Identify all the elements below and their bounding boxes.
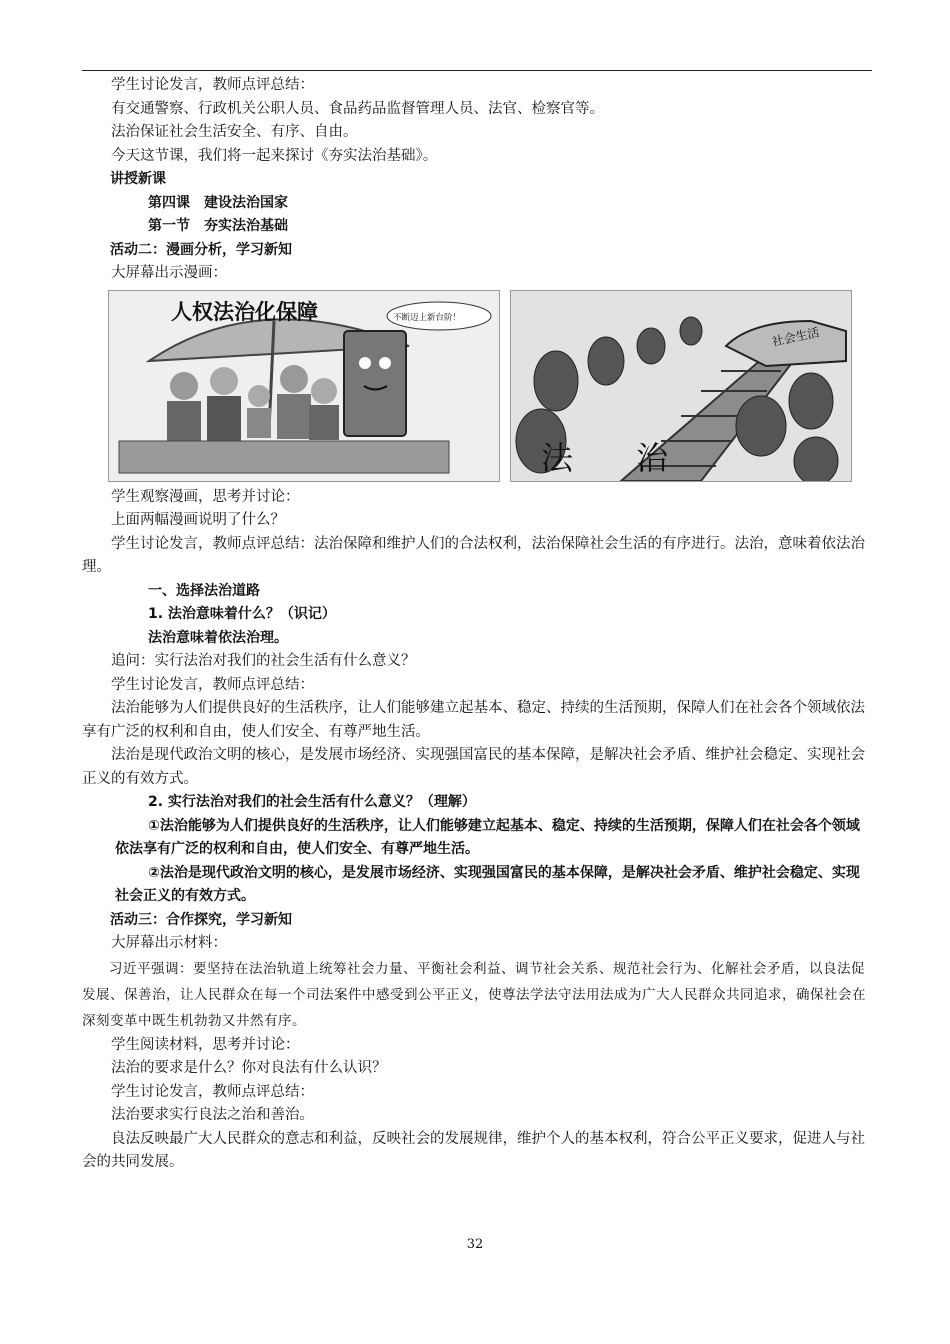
paragraph: 有交通警察、行政机关公职人员、食品药品监督管理人员、法官、检察官等。: [111, 100, 604, 117]
paragraph: 学生讨论发言，教师点评总结：法治保障和维护人们的合法权利，法治保障社会生活的有序进行。法治，意味着依法治理。: [82, 535, 865, 575]
paragraph: 学生讨论发言，教师点评总结：: [111, 676, 314, 693]
train-label: 社会生活: [770, 324, 821, 349]
paragraph: 大屏幕出示漫画：: [111, 265, 227, 281]
paragraph: 良法反映最广大人民群众的意志和利益，反映社会的发展规律，维护个人的基本权利，符合公平正义要求，促进人与社会的共同发展。: [82, 1130, 865, 1170]
page-number: 32: [466, 1237, 484, 1252]
activity-heading: 活动二：漫画分析，学习新知: [110, 241, 292, 258]
header-rule: [82, 70, 872, 71]
paragraph: 大屏幕出示材料：: [111, 935, 227, 951]
track-label-zhi: 治: [636, 438, 669, 477]
paragraph: 学生观察漫画，思考并讨论：: [111, 488, 300, 505]
answer-bold: 法治意味着依法治理。: [148, 629, 288, 646]
page-body: [82, 74, 872, 1175]
quote-material: 习近平强调：要坚持在法治轨道上统筹社会力量、平衡社会利益、调节社会关系、规范社会行为、化解社会矛盾，以良法促发展、保善治，让人民群众在每一个司法案件中感受到公平正义，使尊法学法守法用法成为广大人民群众共同追求，确保社会在深刻变革中既生机勃勃又井然有序。: [82, 960, 866, 1029]
subsection-heading: 一、选择法治道路: [148, 582, 260, 599]
paragraph: 学生阅读材料，思考并讨论：: [111, 1036, 300, 1053]
paragraph: 追问：实行法治对我们的社会生活有什么意义？: [111, 653, 416, 669]
lesson-title: 第四课 建设法治国家: [148, 194, 288, 211]
activity-heading: 活动三：合作探究，学习新知: [110, 911, 292, 928]
paragraph: 学生讨论发言，教师点评总结：: [111, 77, 314, 93]
question-heading: 1. 法治意味着什么？（识记）: [148, 606, 336, 622]
law-book-icon: [344, 331, 406, 436]
paragraph: 法治是现代政治文明的核心，是发展市场经济、实现强国富民的基本保障，是解决社会矛盾、维护社会稳定、实现社会正义的有效方式。: [82, 747, 865, 787]
section-title: 第一节 夯实法治基础: [148, 218, 288, 234]
cartoon-figure: [108, 290, 872, 482]
cartoon-caption: 人权法治化保障: [171, 299, 318, 324]
question-heading: 2. 实行法治对我们的社会生活有什么意义？（理解）: [148, 794, 476, 810]
paragraph: 学生讨论发言，教师点评总结：: [111, 1083, 314, 1100]
paragraph: 法治能够为人们提供良好的生活秩序，让人们能够建立起基本、稳定、持续的生活预期，保障人们在社会各个领域依法享有广泛的权利和自由，使人们安全、有尊严地生活。: [82, 700, 865, 740]
paragraph: 法治的要求是什么？你对良法有什么认识？: [111, 1060, 387, 1076]
rule-of-law-train-cartoon: [511, 291, 851, 481]
section-heading: 讲授新课: [110, 171, 166, 187]
paragraph: 法治保证社会生活安全、有序、自由。: [111, 124, 358, 140]
paragraph: 今天这节课，我们将一起来探讨《夯实法治基础》。: [111, 147, 438, 164]
paragraph: 法治要求实行良法之治和善治。: [111, 1107, 314, 1123]
speech-bubble: 不断迈上新台阶！: [393, 312, 462, 323]
track-label-fa: 法: [541, 438, 574, 477]
human-rights-cartoon: [109, 291, 499, 481]
cartoon-right: [510, 290, 852, 482]
answer-bold: ①法治能够为人们提供良好的生活秩序，让人们能够建立起基本、稳定、持续的生活预期，保障人们在社会各个领域依法享有广泛的权利和自由，使人们安全、有尊严地生活。: [115, 817, 860, 857]
cartoon-left: [108, 290, 500, 482]
answer-bold: ②法治是现代政治文明的核心，是发展市场经济、实现强国富民的基本保障，是解决社会矛盾、维护社会稳定、实现社会正义的有效方式。: [115, 864, 860, 904]
paragraph: 上面两幅漫画说明了什么？: [111, 512, 285, 528]
